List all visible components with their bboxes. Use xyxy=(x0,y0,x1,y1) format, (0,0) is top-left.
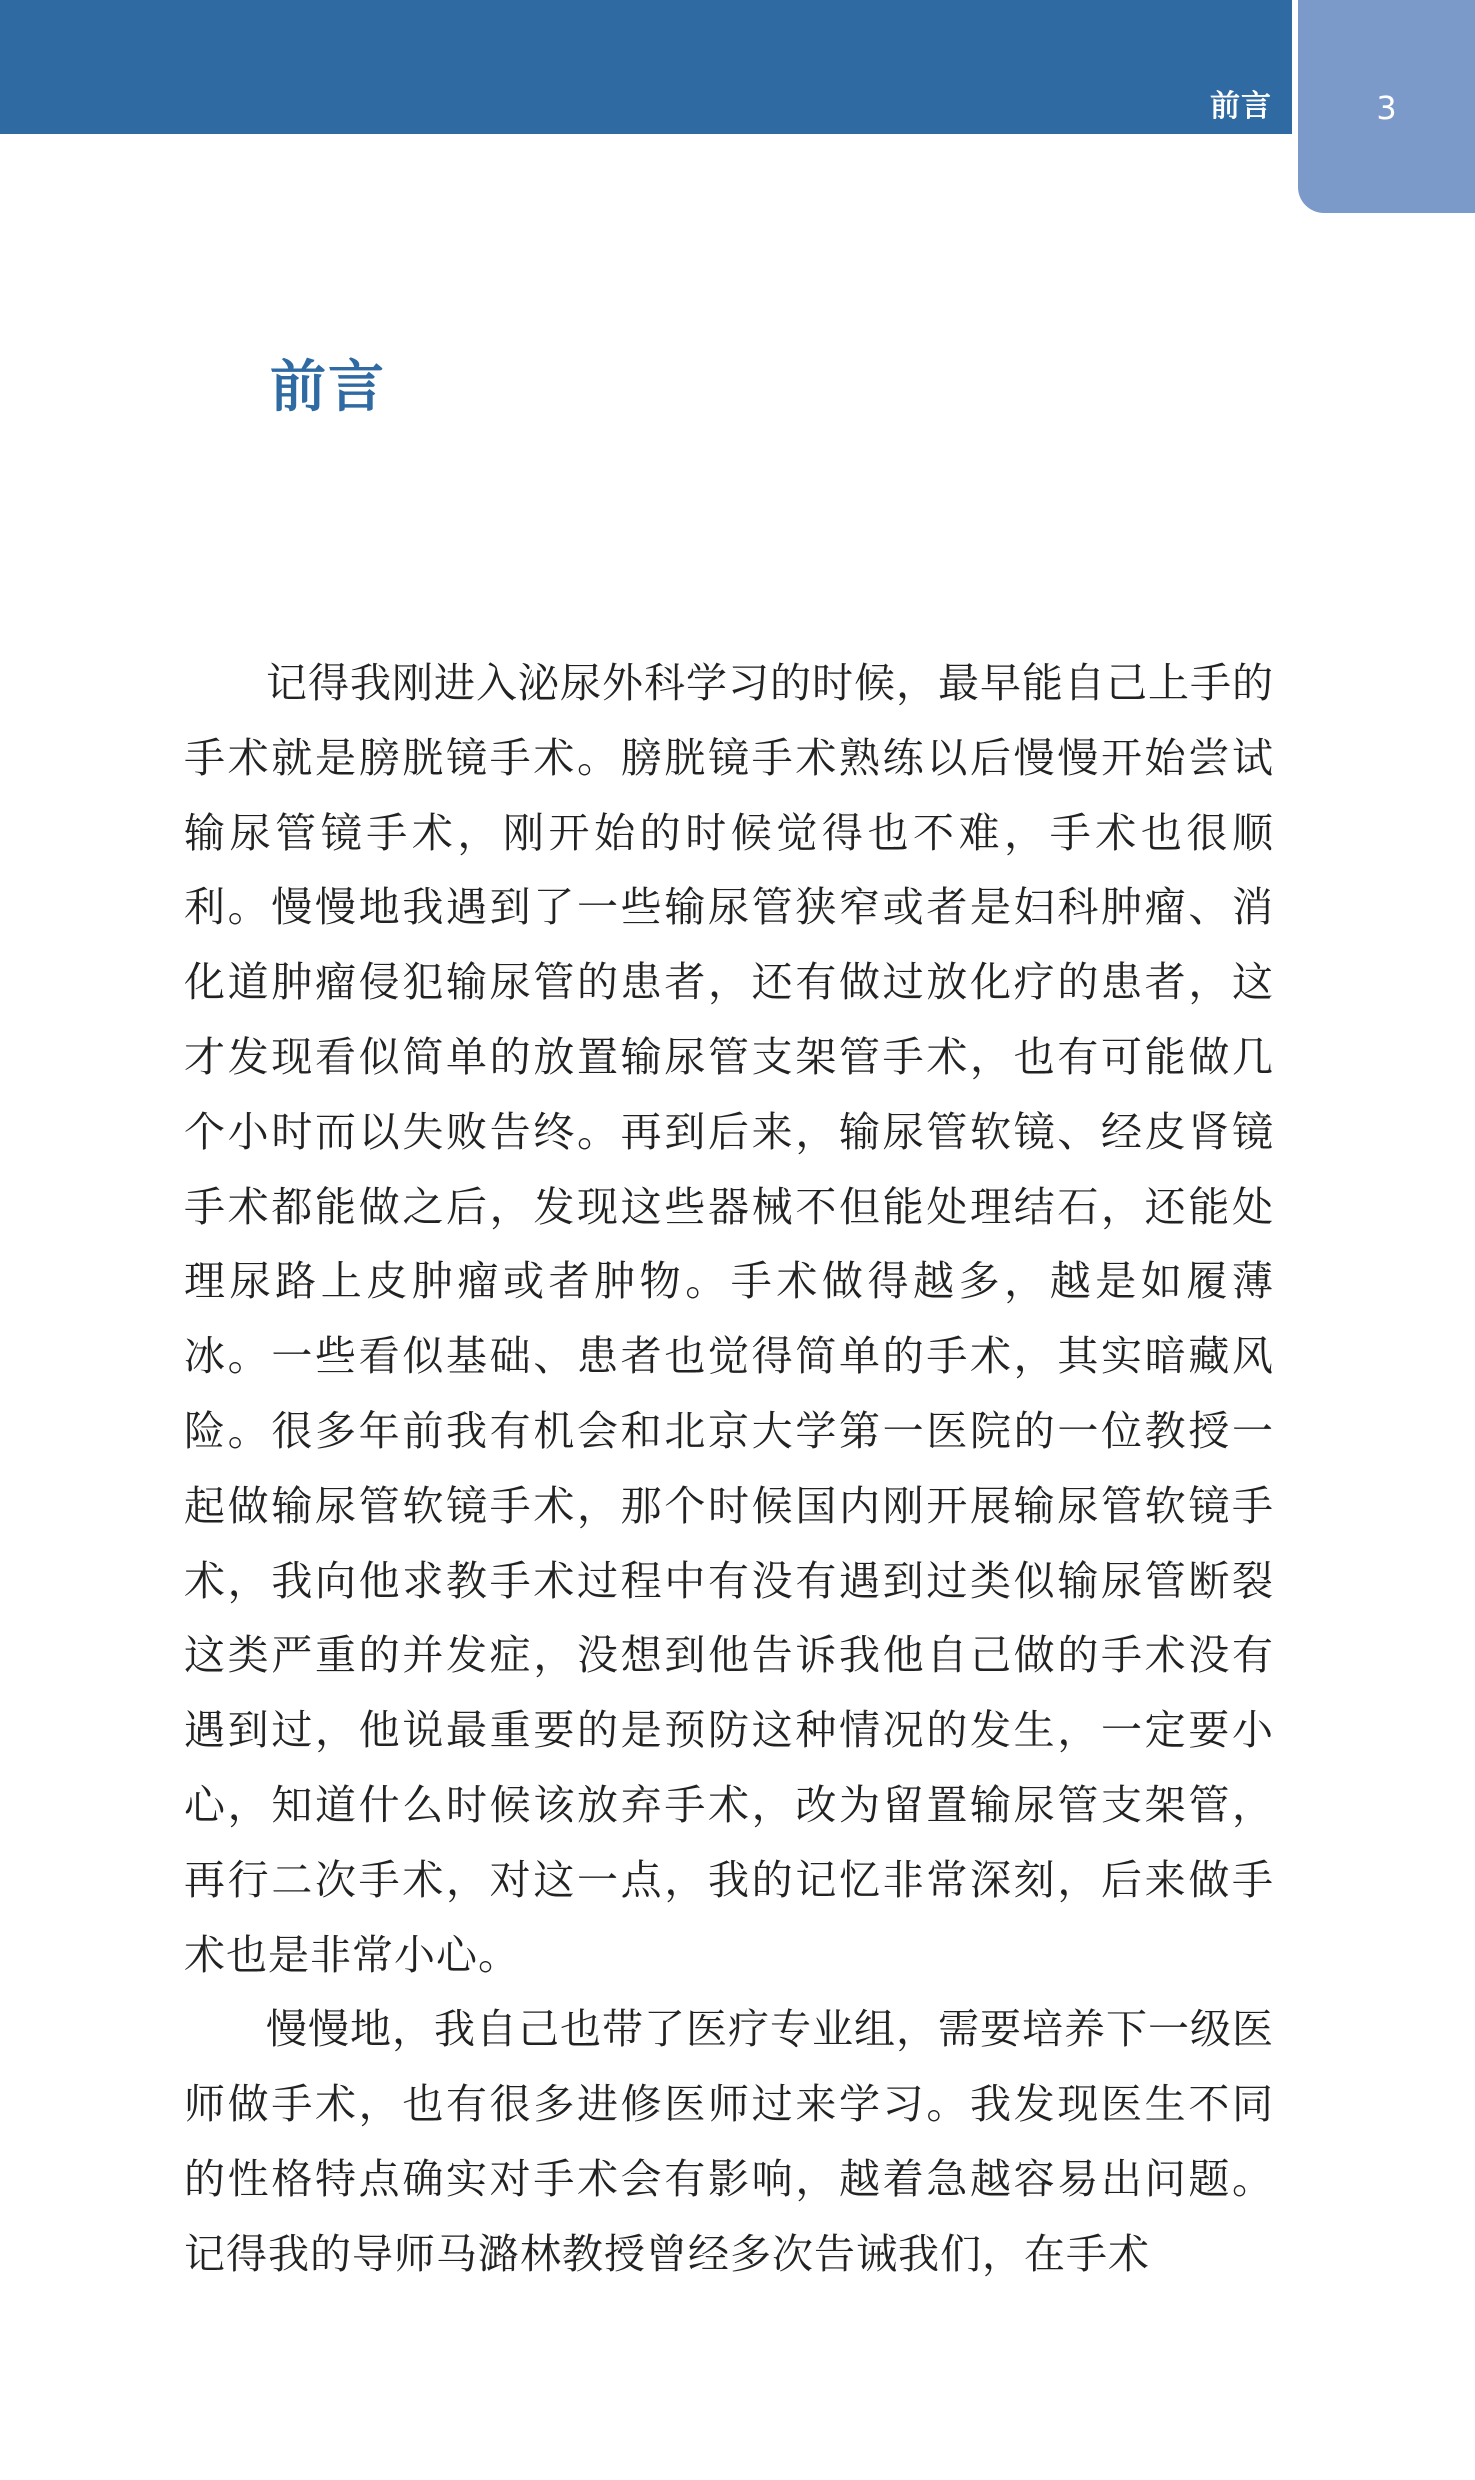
paragraph-1: 记得我刚进入泌尿外科学习的时候，最早能自己上手的手术就是膀胱镜手术。膀胱镜手术熟练以后慢慢开始尝试输尿管镜手术，刚开始的时候觉得也不难，手术也很顺利。慢慢地我遇到了一些输尿管狭窄或者是妇科肿瘤、消化道肿瘤侵犯输尿管的患者，还有做过放化疗的患者，这才发现看似简单的放置输尿管支架管手术，也有可能做几个小时而以失败告终。再到后来，输尿管软镜、经皮肾镜手术都能做之后，发现这些器械不但能处理结石，还能处理尿路上皮肿瘤或者肿物。手术做得越多，越是如履薄冰。一些看似基础、患者也觉得简单的手术，其实暗藏风险。很多年前我有机会和北京大学第一医院的一位教授一起做输尿管软镜手术，那个时候国内刚开展输尿管软镜手术，我向他求教手术过程中有没有遇到过类似输尿管断裂这类严重的并发症，没想到他告诉我他自己做的手术没有遇到过，他说最重要的是预防这种情况的发生，一定要小心，知道什么时候该放弃手术，改为留置输尿管支架管，再行二次手术，对这一点，我的记忆非常深刻，后来做手术也是非常小心。 xyxy=(184,659,1274,1979)
running-header-title: 前言 xyxy=(1210,89,1272,124)
page-number-tab xyxy=(1298,0,1475,213)
body-text xyxy=(184,646,1274,2292)
header-bar xyxy=(0,0,1292,134)
page-number: 3 xyxy=(1376,89,1397,127)
paragraph-2: 慢慢地，我自己也带了医疗专业组，需要培养下一级医师做手术，也有很多进修医师过来学习。我发现医生不同的性格特点确实对手术会有影响，越着急越容易出问题。记得我的导师马潞林教授曾经多次告诫我们，在手术 xyxy=(184,2005,1274,2278)
chapter-title: 前言 xyxy=(270,355,386,420)
